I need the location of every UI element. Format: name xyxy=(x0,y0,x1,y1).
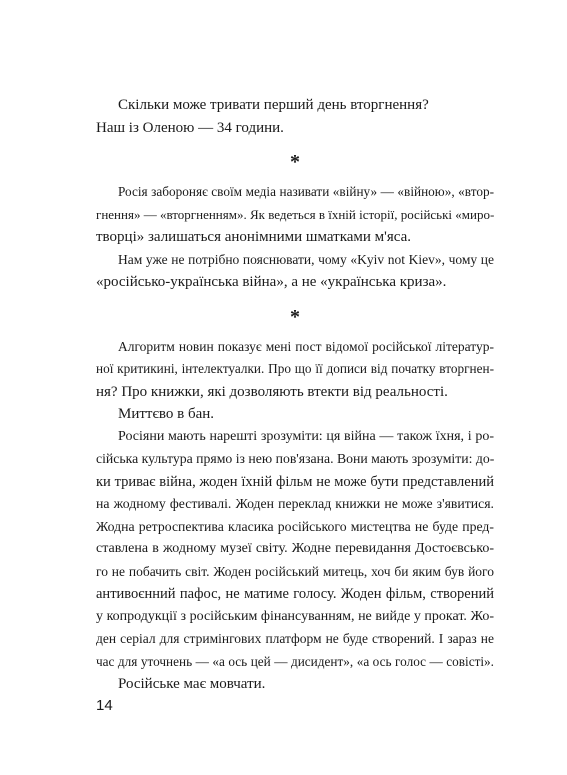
page-body xyxy=(96,94,494,696)
text-line: Жодна ретроспектива класика російського мистецтва не буде пред- xyxy=(96,518,494,534)
text-line: «російсько-українська війна», а не «українська криза». xyxy=(96,274,447,290)
text-line: Миттєво в бан. xyxy=(118,406,215,422)
text-line: час для уточнень — «а ось цей — дисидент», «а ось голос — совісті». xyxy=(96,653,494,669)
text-line: ки триває війна, жоден їхній фільм не може бути представлений xyxy=(96,473,494,490)
paragraph-group-3 xyxy=(96,336,494,696)
text-line: Нам уже не потрібно пояснювати, чому «Kyiv not Kiev», чому це xyxy=(118,251,494,267)
text-line: Росіяни мають нарешті зрозуміти: ця війна — також їхня, і ро- xyxy=(118,428,494,444)
text-line: творці» залишаться анонімними шматками м'яса. xyxy=(96,229,412,245)
text-line: Росія забороняє своїм медіа називати «війну» — «війною», «втор- xyxy=(118,184,494,199)
text-line: Алгоритм новин показує мені пост відомої російської літератур- xyxy=(118,338,494,354)
text-line: сійська культура прямо із нею пов'язана. Вони мають зрозуміти: до- xyxy=(96,451,495,466)
text-line: на жодному фестивалі. Жоден переклад книжки не може з'явитися. xyxy=(96,496,494,511)
page-number: 14 xyxy=(96,697,113,714)
section-separator: * xyxy=(290,151,300,173)
text-line: ня? Про книжки, які дозволяють втекти від реальності. xyxy=(96,383,448,400)
text-line: Скільки може тривати перший день вторгнення? xyxy=(118,97,429,113)
text-line: антивоєнний пафос, не матиме голосу. Жоден фільм, створений xyxy=(96,586,494,602)
section-separator: * xyxy=(290,305,300,328)
text-line: ставлена в жодному музеї світу. Жодне перевидання Достоєвсько- xyxy=(96,541,494,556)
text-line: Російське має мовчати. xyxy=(118,676,266,692)
text-line: Наш із Оленою — 34 години. xyxy=(96,119,284,136)
text-line: у копродукції з російським фінансуванням, не вийде у прокат. Жо- xyxy=(96,608,494,624)
text-line: ної критикині, інтелектуалки. Про що її дописи від початку вторгнен- xyxy=(96,361,494,376)
paragraph-group-1 xyxy=(96,94,494,139)
paragraph-group-2 xyxy=(96,181,494,294)
text-line: ден серіал для стримінгових платформ не буде створений. І зараз не xyxy=(96,631,494,646)
text-line: го не побачить світ. Жоден російський митець, хоч би яким був його xyxy=(96,563,494,579)
text-line: гнення» — «вторгненням». Як ведеться в їхній історії, російські «миро- xyxy=(96,206,495,222)
